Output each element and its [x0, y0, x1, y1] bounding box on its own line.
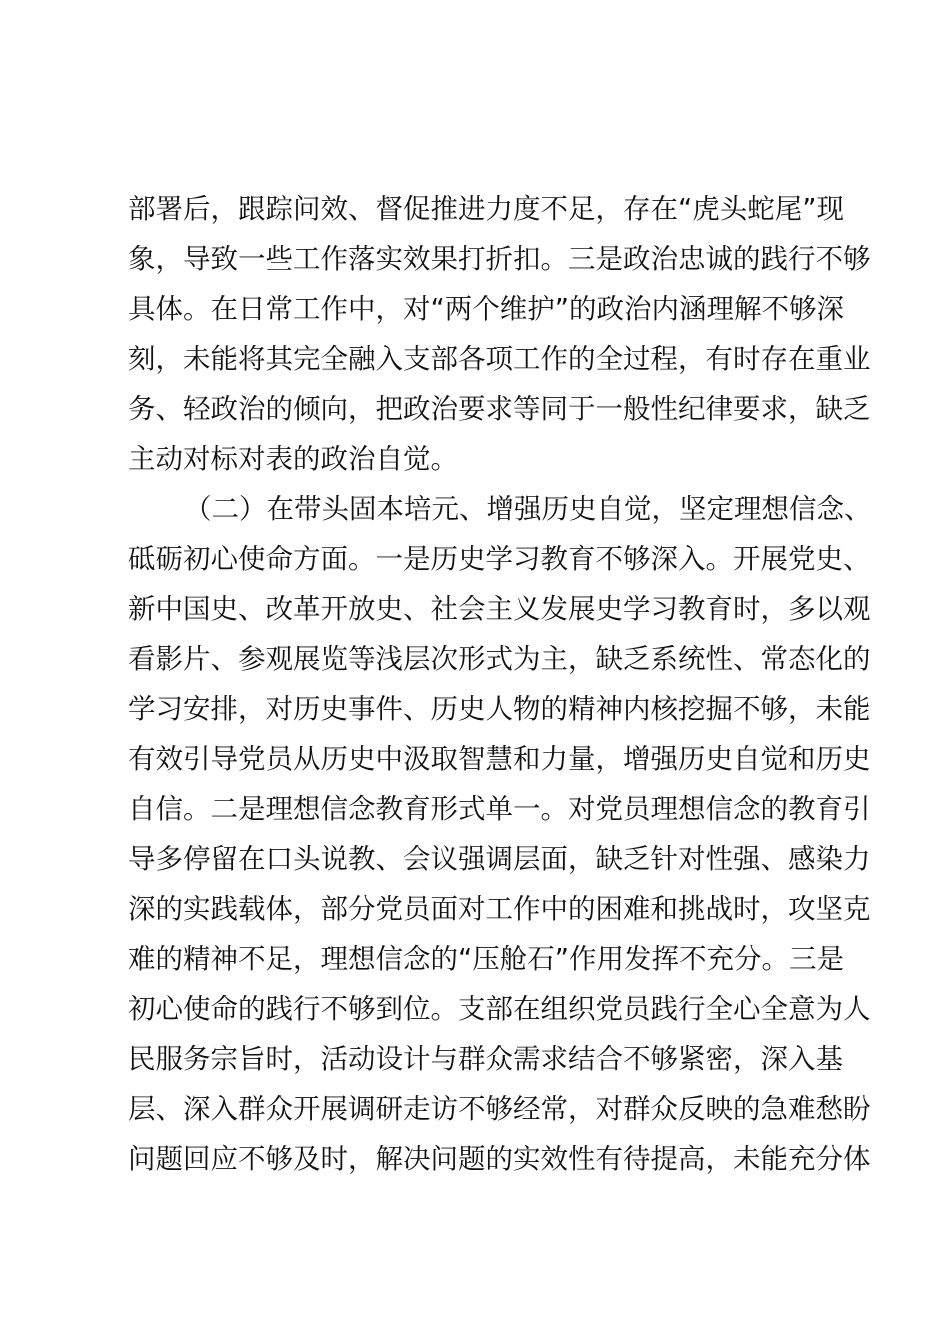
text-line: 自信。二是理想信念教育形式单一。对党员理想信念的教育引 — [128, 793, 871, 825]
text-line: 主动对标对表的政治自觉。 — [128, 443, 458, 475]
text-line: 刻，未能将其完全融入支部各项工作的全过程，有时存在重业 — [128, 343, 871, 375]
document-page — [128, 184, 872, 1184]
text-line: 难的精神不足，理想信念的“压舱石”作用发挥不充分。三是 — [128, 943, 844, 975]
text-line: 新中国史、改革开放史、社会主义发展史学习教育时，多以观 — [128, 593, 871, 625]
text-line: 初心使命的践行不够到位。支部在组织党员践行全心全意为人 — [128, 993, 871, 1025]
text-line: 具体。在日常工作中，对“两个维护”的政治内涵理解不够深 — [128, 293, 844, 325]
text-line: 导多停留在口头说教、会议强调层面，缺乏针对性强、感染力 — [128, 843, 871, 875]
section-heading-line: （二）在带头固本培元、增强历史自觉，坚定理想信念、 — [184, 493, 872, 525]
text-line: 部署后，跟踪问效、督促推进力度不足，存在“虎头蛇尾”现 — [128, 193, 844, 225]
text-line: 务、轻政治的倾向，把政治要求等同于一般性纪律要求，缺乏 — [128, 393, 871, 425]
text-line: 有效引导党员从历史中汲取智慧和力量，增强历史自觉和历史 — [128, 743, 871, 775]
text-line: 民服务宗旨时，活动设计与群众需求结合不够紧密，深入基 — [128, 1043, 843, 1075]
text-line: 层、深入群众开展调研走访不够经常，对群众反映的急难愁盼 — [128, 1093, 871, 1125]
text-line: 学习安排，对历史事件、历史人物的精神内核挖掘不够，未能 — [128, 693, 871, 725]
text-line: 深的实践载体，部分党员面对工作中的困难和挑战时，攻坚克 — [128, 893, 871, 925]
text-line: 砥砺初心使命方面。一是历史学习教育不够深入。开展党史、 — [128, 543, 871, 575]
text-line: 看影片、参观展览等浅层次形式为主，缺乏系统性、常态化的 — [128, 643, 871, 675]
text-line: 象，导致一些工作落实效果打折扣。三是政治忠诚的践行不够 — [128, 243, 871, 275]
text-line: 问题回应不够及时，解决问题的实效性有待提高，未能充分体 — [128, 1143, 871, 1175]
